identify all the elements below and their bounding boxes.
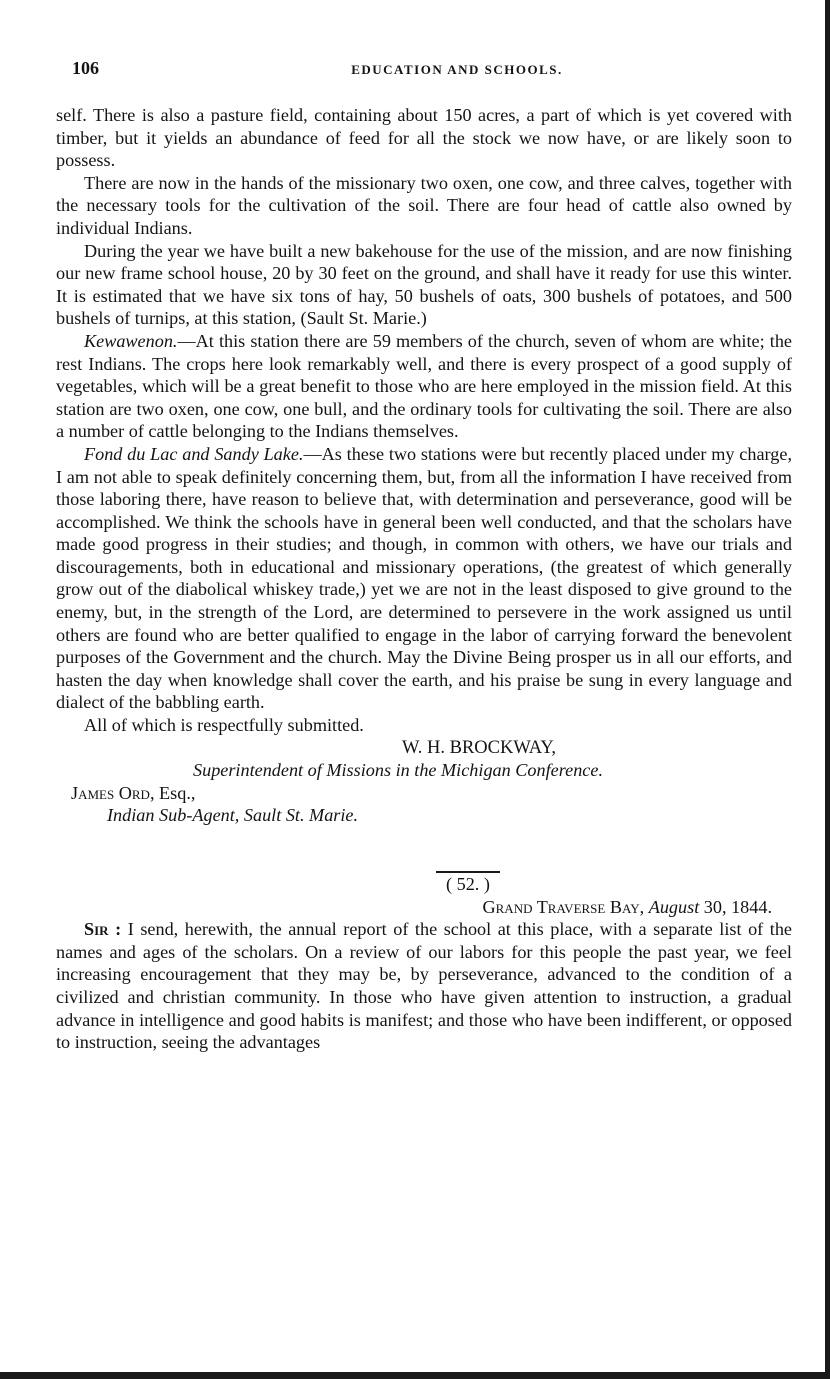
station-heading-kewawenon: Kewawenon. — [84, 330, 178, 351]
addressee-name: James Ord — [71, 782, 150, 803]
dateline-month: August — [648, 896, 700, 917]
scan-border-bottom — [0, 1372, 830, 1379]
scan-border-right — [825, 0, 830, 1379]
page-header — [72, 58, 782, 84]
letter-opening-text: I send, herewith, the annual report of the school at this place, with a separate list of the names and ages of the scholars. On a review of our labors for this people the past year, we feel increasing encouragement that they may be, by perseverance, advanced to the condition of a civilized and christian community. In those who have given attention to instruction, a gradual advance in intelligence and good habits is manifest; and those who have been indifferent, or opposed to instruction, seeing the advantages — [56, 919, 792, 1053]
signature-title: Superintendent of Missions in the Michigan Conference. — [193, 760, 603, 781]
salutation: Sir : — [84, 919, 122, 940]
closing-line: All of which is respectfully submitted. — [84, 715, 364, 736]
paragraph-kewawenon — [56, 330, 792, 443]
paragraph-fond-du-lac-text: —As these two stations were but recently placed under my charge, I am not able to speak definitely concerning them, but, from all the information I have received from those laboring there, have reason to believe that, with determination and perseverance, good will be accomplished. We think the schools have in general been well conducted, and that the scholars have made good progress in their studies; and though, in common with others, we have our trials and discouragements, both in educational and missionary operations, (the greatest of which generally grow out of the diabolical whiskey trade,) yet we are not in the least disposed to give ground to the enemy, but, in the strength of the Lord, are determined to persevere in the work assigned us until others are found who are better qualified to engage in the labor of carrying forward the benevolent purposes of the Government and the church. May the Divine Being prosper us in all our efforts, and hasten the day when knowledge shall cover the earth, and his praise be sung in every language and dialect of the babbling earth. — [56, 443, 792, 713]
signature-name: W. H. BROCKWAY, — [402, 737, 557, 758]
paragraph-fond-du-lac — [56, 443, 792, 714]
running-title: EDUCATION AND SCHOOLS. — [351, 62, 563, 77]
dateline-place: Grand Traverse Bay, — [482, 896, 645, 917]
page-body — [56, 104, 792, 1054]
addressee-line — [56, 782, 792, 805]
paragraph-buildings: During the year we have built a new bakehouse for the use of the mission, and are now finishing our new frame school house, 20 by 30 feet on the ground, and shall have it ready for use this winter. It is estimated that we have six tons of hay, 50 bushels of oats, 300 bushels of potatoes, and 500 bushels of turnips, at this station, (Sault St. Marie.) — [56, 240, 792, 329]
letter-opening-paragraph — [56, 918, 792, 1054]
page-number: 106 — [72, 58, 99, 78]
paragraph-pasture: self. There is also a pasture field, containing about 150 acres, a part of which is yet covered with timber, but it yields an abundance of feed for all the stock we now have, or are likely soon to possess. — [56, 105, 792, 171]
dateline — [56, 896, 792, 919]
document-number: ( 52. ) — [446, 874, 490, 894]
addressee-suffix: , Esq., — [149, 782, 196, 803]
addressee-title: Indian Sub-Agent, Sault St. Marie. — [107, 805, 359, 826]
paragraph-livestock: There are now in the hands of the missionary two oxen, one cow, and three calves, together with the necessary tools for the cultivation of the soil. There are four head of cattle also owned by individual Indians. — [56, 172, 792, 238]
dateline-day-year: 30, 1844. — [699, 896, 772, 917]
station-heading-fond-du-lac: Fond du Lac and Sandy Lake. — [84, 443, 304, 464]
paragraph-kewawenon-text: —At this station there are 59 members of the church, seven of whom are white; the rest Indians. The crops here look remarkably well, and there is every prospect of a good supply of vegetables, which will be a great benefit to those who are here employed in the mission field. At this station are two oxen, one cow, one bull, and the ordinary tools for cultivating the soil. There are also a number of cattle belonging to the Indians themselves. — [56, 330, 792, 442]
